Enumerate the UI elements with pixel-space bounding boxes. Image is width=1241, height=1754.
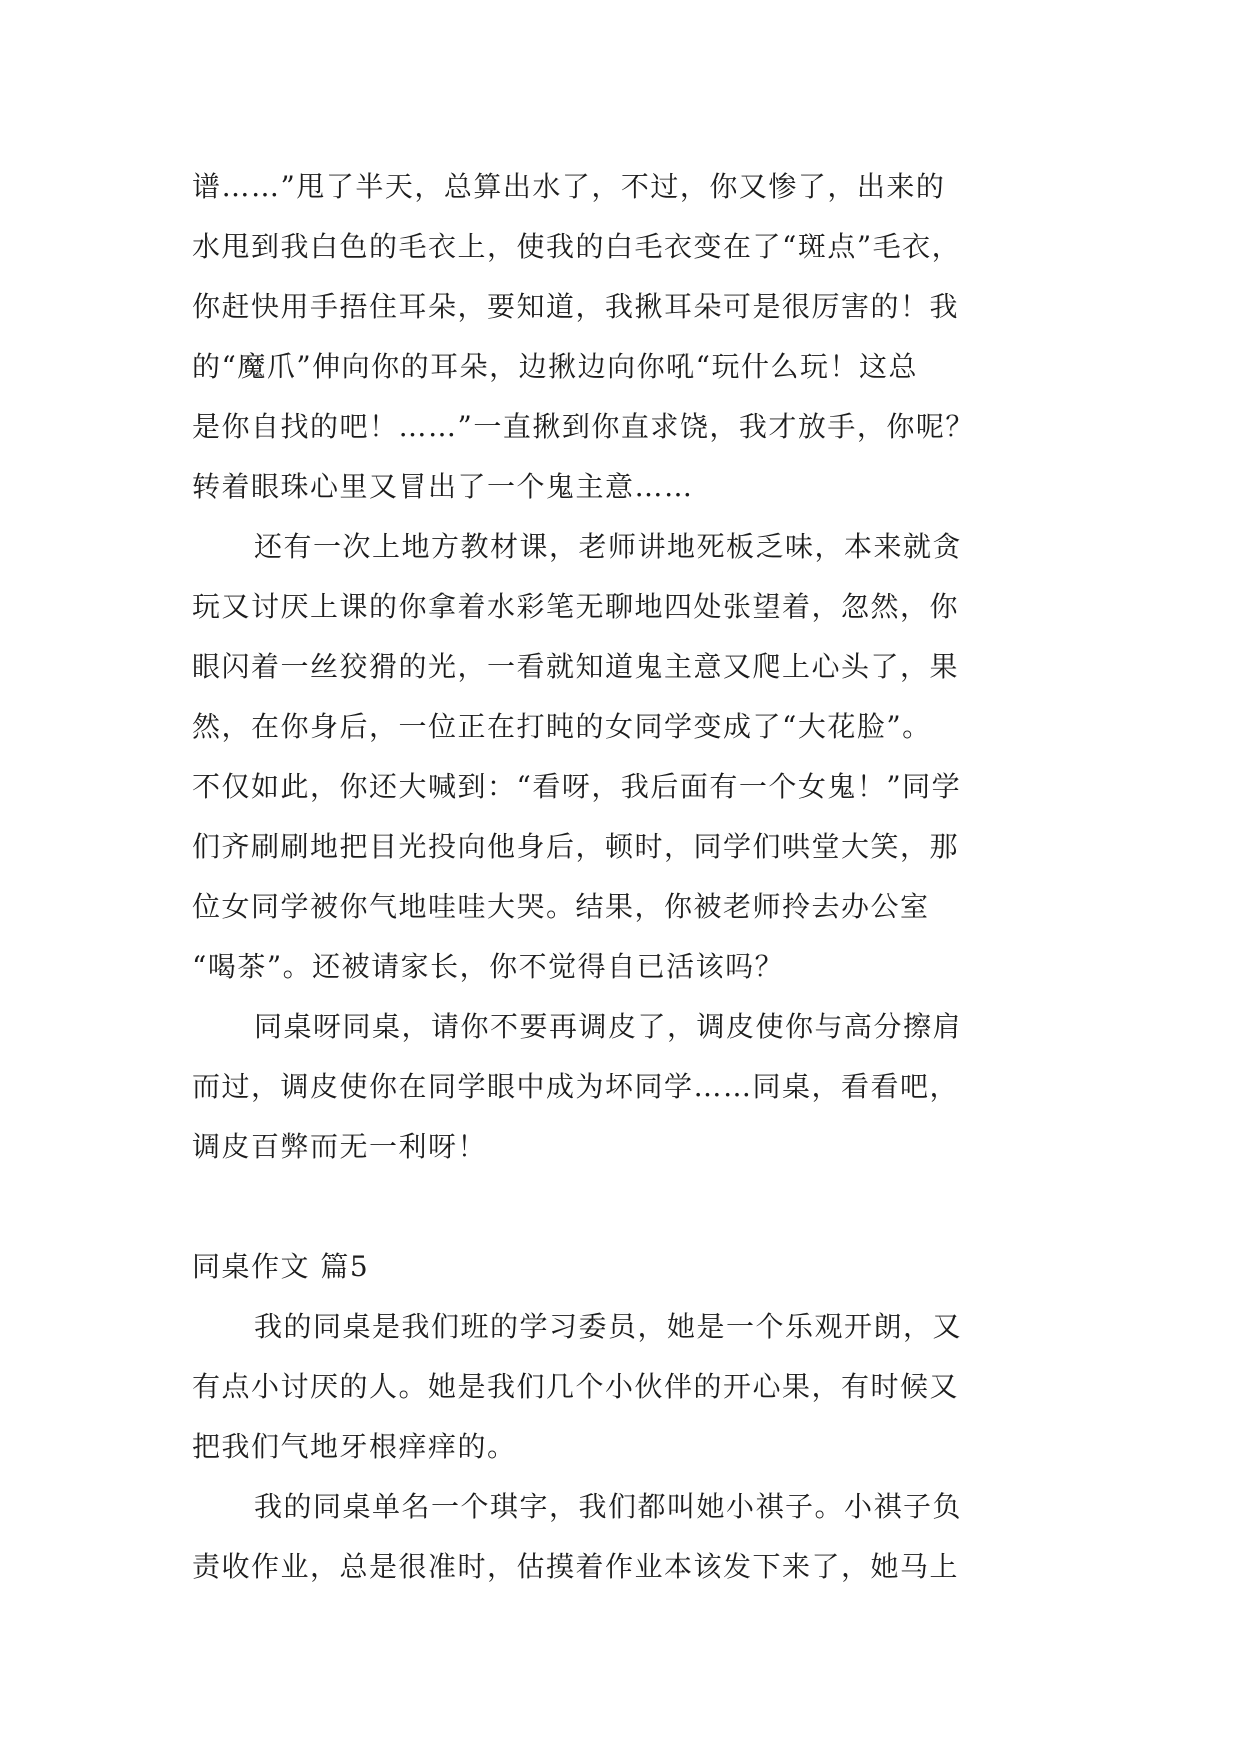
text-line: 谱……”甩了半天，总算出水了，不过，你又惨了，出来的 xyxy=(192,170,946,203)
text-line: 还有一次上地方教材课，老师讲地死板乏味，本来就贪 xyxy=(254,530,963,563)
section-heading: 同桌作文 篇5 xyxy=(192,1250,370,1283)
document-body xyxy=(192,157,1062,1597)
text-line: 我的同桌单名一个琪字，我们都叫她小祺子。小祺子负 xyxy=(254,1490,963,1523)
paragraph-3 xyxy=(192,997,1062,1177)
text-line: 眼闪着一丝狡猾的光，一看就知道鬼主意又爬上心头了，果 xyxy=(192,650,960,683)
text-line: 不仅如此，你还大喊到：“看呀，我后面有一个女鬼！”同学 xyxy=(192,770,962,803)
text-line: 而过，调皮使你在同学眼中成为坏同学……同桌，看看吧， xyxy=(192,1070,960,1103)
paragraph-spacer xyxy=(192,1177,1062,1237)
text-line: 同桌呀同桌，请你不要再调皮了，调皮使你与高分擦肩 xyxy=(254,1010,963,1043)
text-line: 你赶快用手捂住耳朵，要知道，我揪耳朵可是很厉害的！我 xyxy=(192,290,960,323)
text-line: 调皮百弊而无一利呀！ xyxy=(192,1130,488,1163)
text-line: 们齐刷刷地把目光投向他身后，顿时，同学们哄堂大笑，那 xyxy=(192,830,960,863)
text-line: 然，在你身后，一位正在打盹的女同学变成了“大花脸”。 xyxy=(192,710,932,743)
paragraph-2 xyxy=(192,517,1062,997)
text-line: “喝茶”。还被请家长，你不觉得自已活该吗？ xyxy=(192,950,785,983)
text-line: 把我们气地牙根痒痒的。 xyxy=(192,1430,517,1463)
text-line: 的“魔爪”伸向你的耳朵，边揪边向你吼“玩什么玩！这总 xyxy=(192,350,918,383)
paragraph-1 xyxy=(192,157,1062,517)
paragraph-4 xyxy=(192,1297,1062,1477)
text-line: 是你自找的吧！……”一直揪到你直求饶，我才放手，你呢？ xyxy=(192,410,975,443)
text-line: 我的同桌是我们班的学习委员，她是一个乐观开朗，又 xyxy=(254,1310,963,1343)
text-line: 玩又讨厌上课的你拿着水彩笔无聊地四处张望着，忽然，你 xyxy=(192,590,960,623)
text-line: 有点小讨厌的人。她是我们几个小伙伴的开心果，有时候又 xyxy=(192,1370,960,1403)
text-line: 转着眼珠心里又冒出了一个鬼主意…… xyxy=(192,470,694,503)
text-line: 责收作业，总是很准时，估摸着作业本该发下来了，她马上 xyxy=(192,1550,960,1583)
text-line: 水甩到我白色的毛衣上，使我的白毛衣变在了“斑点”毛衣， xyxy=(192,230,962,263)
text-line: 位女同学被你气地哇哇大哭。结果，你被老师拎去办公室 xyxy=(192,890,930,923)
paragraph-5 xyxy=(192,1477,1062,1597)
